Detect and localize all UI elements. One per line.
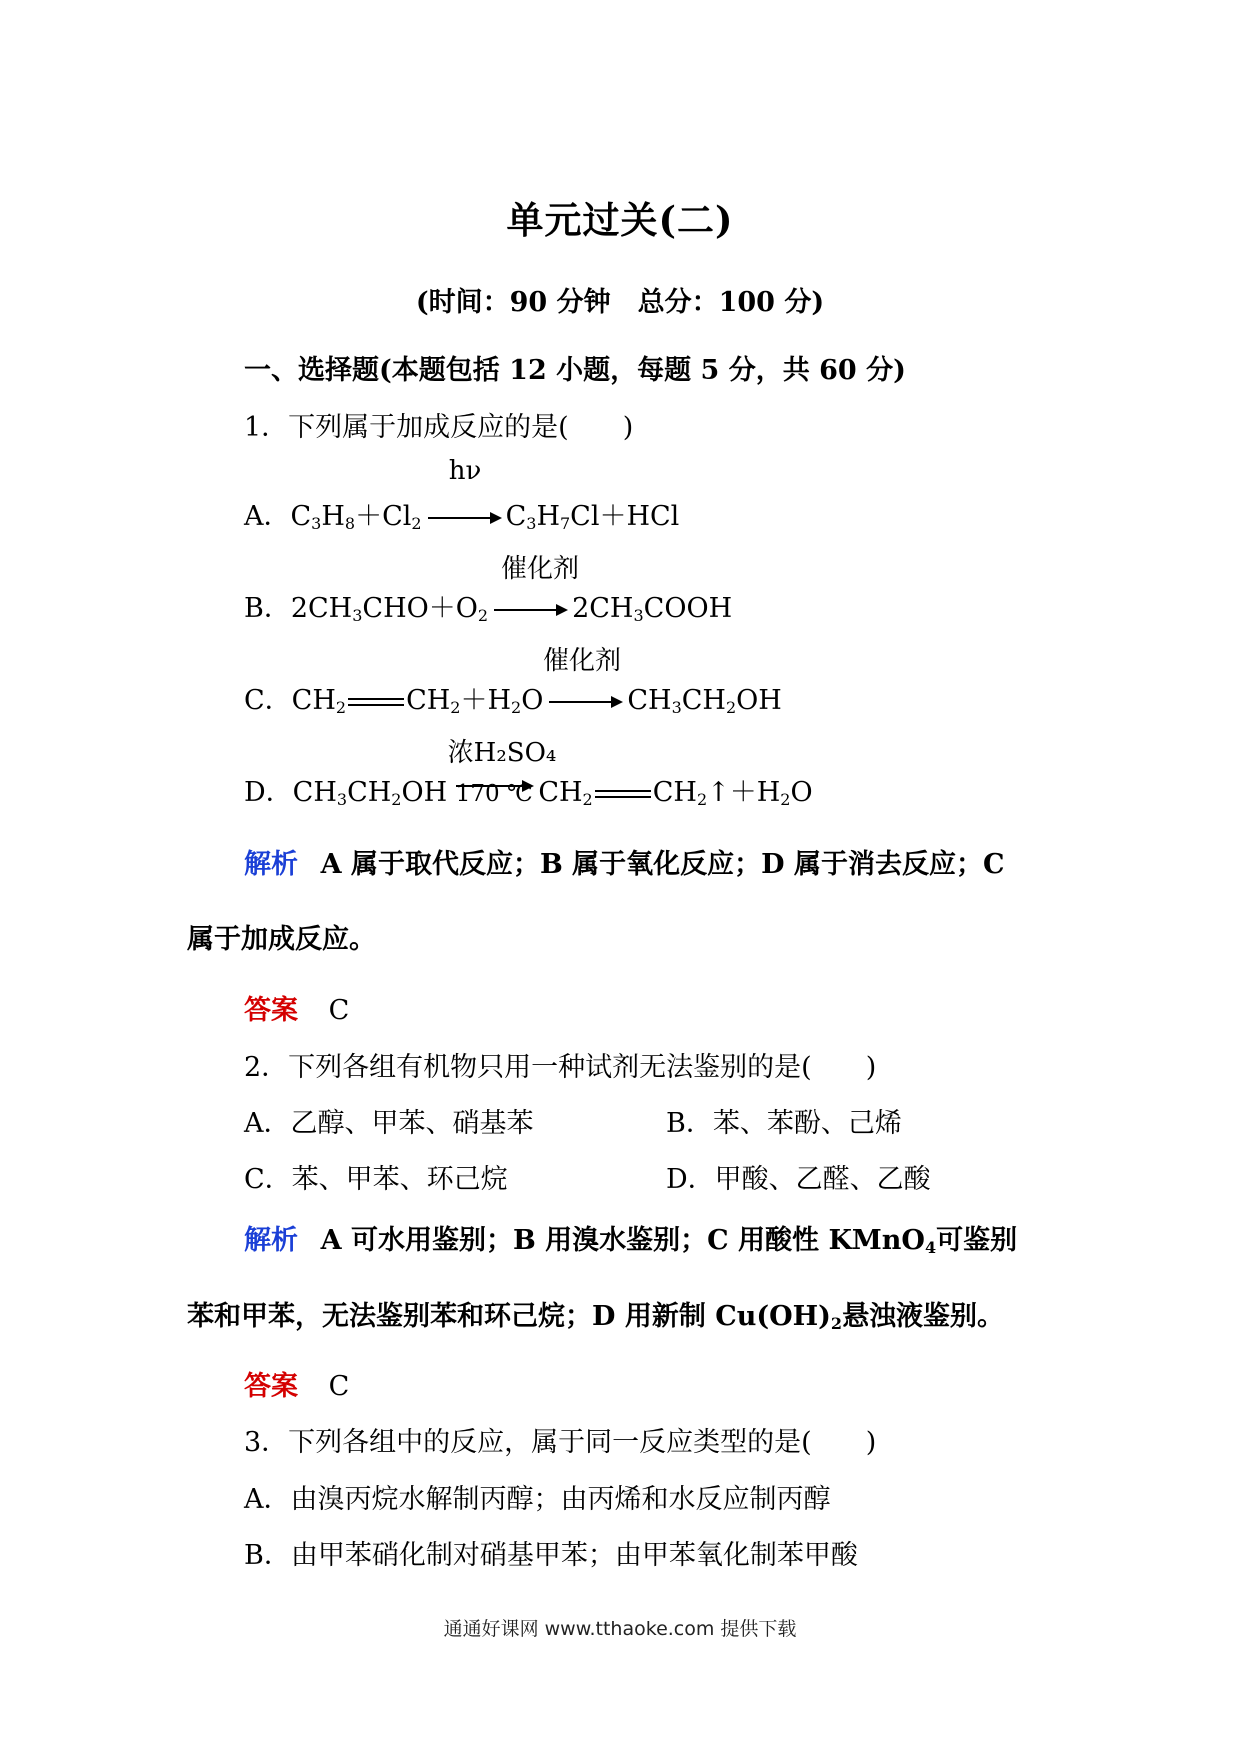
double-bond (595, 790, 651, 798)
exam-meta: (时间：90 分钟 总分：100 分) (415, 287, 825, 318)
q1-a-label: A． (244, 501, 291, 532)
q1-b-label: B． (244, 593, 291, 624)
q1-option-a: A．$C_3H_8+Cl_2$ $C_3H_7Cl+HCl$ (244, 501, 680, 533)
q1-c-label: C． (244, 685, 292, 716)
q3-option-a: A．由溴丙烷水解制丙醇；由丙烯和水反应制丙醇 (244, 1484, 831, 1515)
answer-tag: 答案 (244, 995, 298, 1026)
q2-answer (244, 1364, 349, 1403)
analysis-tag: 解析 (244, 1225, 298, 1256)
q2-analysis-line2: 苯和甲苯，无法鉴别苯和环己烷；D 用新制 $Cu(OH)_2$悬浊液鉴别。 (187, 1301, 1005, 1333)
q1-answer (244, 988, 349, 1027)
q2-option-c: C．苯、甲苯、环己烷 (244, 1164, 508, 1195)
page-title: 单元过关(二) (506, 198, 734, 242)
q1-c-condition: 催化剂 (542, 646, 621, 676)
q1-stem: 1．下列属于加成反应的是( ) (244, 412, 634, 443)
reaction-arrow (428, 517, 500, 519)
q1-analysis-line1 (244, 842, 1004, 881)
q2-analysis-line1: 解析 A 可水用鉴别；B 用溴水鉴别；C 用酸性 KMnO$_4$可鉴别 (244, 1225, 1018, 1257)
q1-d-label: D． (244, 777, 293, 808)
analysis-text-a: A 可水用鉴别；B 用溴水鉴别；C 用酸性 KMnO (320, 1225, 925, 1256)
analysis-text-c: 苯和甲苯，无法鉴别苯和环己烷；D 用新制 Cu(OH) (187, 1301, 831, 1332)
q3-stem: 3．下列各组中的反应，属于同一反应类型的是( ) (244, 1427, 877, 1458)
reaction-arrow (494, 609, 566, 611)
q1-b-condition: 催化剂 (500, 554, 579, 584)
analysis-tag: 解析 (244, 849, 298, 880)
q3-option-b: B．由甲苯硝化制对硝基甲苯；由甲苯氧化制苯甲酸 (244, 1540, 858, 1571)
q2-stem: 2．下列各组有机物只用一种试剂无法鉴别的是( ) (244, 1052, 877, 1083)
answer-tag: 答案 (244, 1371, 298, 1402)
reaction-arrow (549, 701, 621, 703)
q2-option-a: A．乙醇、甲苯、硝基苯 (244, 1108, 534, 1139)
section-heading: 一、选择题(本题包括 12 小题，每题 5 分，共 60 分) (244, 355, 906, 386)
analysis-text-b: 可鉴别 (936, 1225, 1018, 1256)
q1-option-d: D．$CH_3CH_2OH$ 170 ℃ $CH_2$ $CH_2↑+H_2O$ (244, 777, 813, 809)
double-bond (348, 698, 404, 706)
reaction-arrow-170 (455, 779, 533, 809)
q1-d-condition-top: 浓H₂SO₄ (447, 738, 557, 768)
q2-option-b: B．苯、苯酚、己烯 (666, 1108, 902, 1139)
q1-option-c: C．$CH_2$ $CH_2+H_2O$ $CH_3CH_2OH$ (244, 685, 782, 717)
q1-d-condition-bottom: 170 ℃ (455, 780, 533, 807)
q1-a-condition: hν (448, 456, 482, 486)
q1-analysis-line2: 属于加成反应。 (187, 924, 376, 955)
q1-option-b: B．$2CH_3CHO+O_2$ $2CH_3COOH$ (244, 593, 733, 625)
answer-value: C (328, 995, 350, 1026)
answer-value: C (328, 1371, 350, 1402)
footer-source: 通通好课网 www.tthaoke.com 提供下载 (443, 1618, 797, 1640)
q2-option-d: D．甲酸、乙醛、乙酸 (666, 1164, 931, 1195)
analysis-text: A 属于取代反应；B 属于氧化反应；D 属于消去反应；C (320, 849, 1005, 880)
analysis-text-d: 悬浊液鉴别。 (842, 1301, 1005, 1332)
